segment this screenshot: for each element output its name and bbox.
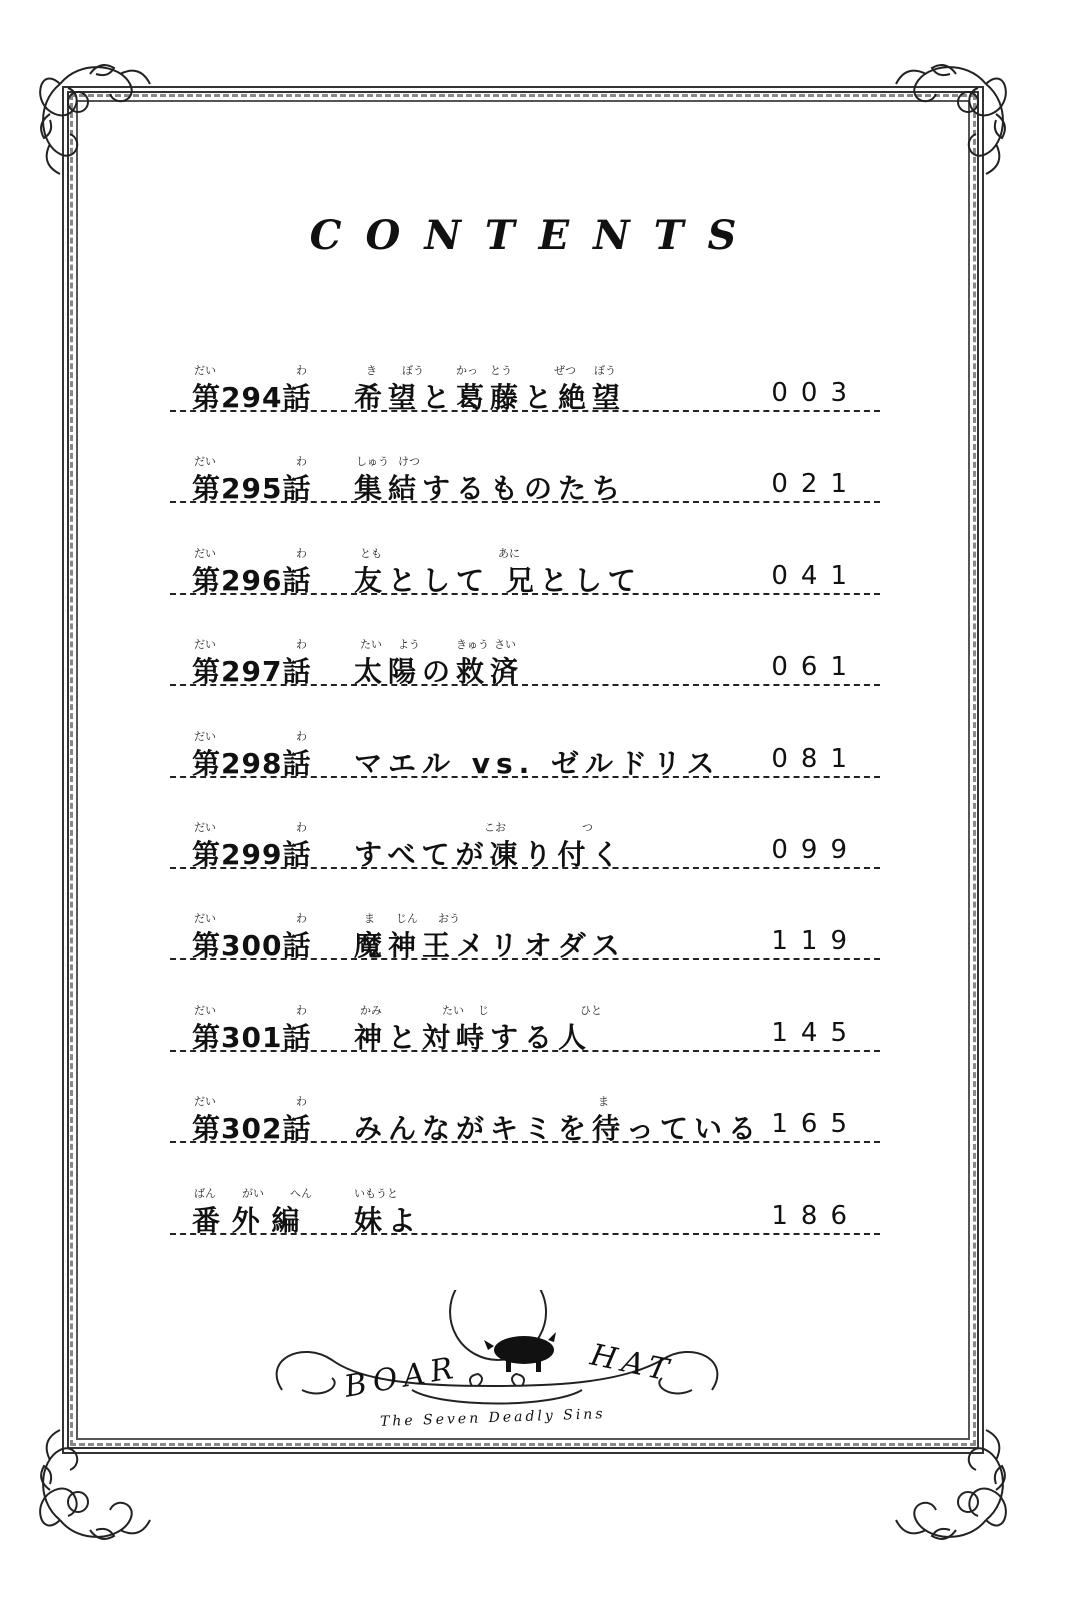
- furigana: ま: [598, 1095, 609, 1109]
- furigana: わ: [296, 638, 307, 652]
- toc-entry[interactable]: [170, 449, 880, 540]
- furigana: ぼう: [402, 364, 424, 377]
- logo-subtitle: The Seven Deadly Sins: [379, 1406, 606, 1430]
- page-number: 099: [771, 834, 860, 865]
- page-number: 186: [771, 1200, 860, 1231]
- chapter-number: 第297話: [192, 655, 312, 689]
- toc-entry[interactable]: [170, 906, 880, 997]
- furigana: つ: [582, 820, 593, 834]
- dashed-leader-line: [170, 1050, 880, 1052]
- chapter-title: すべてが凍り付く: [354, 837, 626, 871]
- furigana: へん: [290, 1186, 312, 1200]
- chapter-title: 集結するものたち: [354, 472, 627, 506]
- chapter-number: 第301話: [192, 1020, 312, 1054]
- furigana: ひと: [580, 1003, 602, 1017]
- corner-ornament-top-right: [876, 44, 1026, 194]
- dashed-leader-line: [170, 684, 880, 686]
- page-number: 145: [771, 1017, 860, 1048]
- toc-entry[interactable]: [170, 541, 880, 632]
- furigana: がい: [242, 1186, 264, 1200]
- dashed-leader-line: [170, 1141, 880, 1143]
- chapter-number: 第300話: [192, 929, 312, 963]
- dashed-leader-line: [170, 867, 880, 869]
- furigana: だい: [194, 729, 216, 743]
- chapter-title: みんながキミを待っている: [354, 1112, 763, 1146]
- furigana: わ: [296, 455, 307, 469]
- boar-icon: [484, 1332, 556, 1372]
- chapter-title: 希望と葛藤と絶望: [354, 381, 627, 414]
- furigana: だい: [194, 1095, 216, 1109]
- dashed-leader-line: [170, 593, 880, 595]
- chapter-title: 太陽の救済: [354, 655, 525, 689]
- chapter-number: 番 外 編: [192, 1203, 301, 1237]
- chapter-title: 友として 兄として: [354, 563, 642, 597]
- dashed-leader-line: [170, 501, 880, 503]
- toc-entry[interactable]: [170, 815, 880, 906]
- furigana: わ: [296, 729, 307, 743]
- furigana: たい: [442, 1003, 464, 1017]
- page-number: 081: [771, 743, 860, 774]
- page-number: 003: [771, 378, 860, 408]
- furigana: わ: [296, 820, 307, 834]
- page-number: 021: [771, 469, 860, 500]
- chapter-number: 第294話: [192, 381, 312, 414]
- toc-list: [170, 358, 880, 1272]
- furigana: さい: [494, 638, 516, 652]
- corner-ornament-bottom-right: [876, 1410, 1026, 1560]
- furigana: とも: [360, 546, 382, 560]
- furigana: かみ: [360, 1003, 382, 1017]
- furigana: けつ: [398, 455, 420, 469]
- furigana: あに: [498, 546, 520, 560]
- toc-entry[interactable]: [170, 358, 880, 449]
- furigana: おう: [438, 912, 460, 926]
- furigana: とう: [490, 364, 512, 377]
- page-number: 061: [771, 652, 860, 683]
- furigana: ばん: [194, 1186, 216, 1200]
- corner-ornament-top-left: [20, 44, 170, 194]
- chapter-title: 妹よ: [354, 1203, 423, 1237]
- logo-word-right: HAT: [587, 1337, 677, 1390]
- dashed-leader-line: [170, 1233, 880, 1235]
- furigana: よう: [398, 638, 420, 652]
- furigana: だい: [194, 546, 216, 560]
- furigana: わ: [296, 364, 307, 377]
- furigana: ぼう: [594, 364, 616, 377]
- toc-entry[interactable]: [170, 1181, 880, 1272]
- dashed-leader-line: [170, 958, 880, 960]
- toc-entry[interactable]: [170, 724, 880, 815]
- furigana: わ: [296, 912, 307, 926]
- furigana: たい: [360, 638, 382, 652]
- furigana: じん: [396, 912, 418, 926]
- chapter-number: 第296話: [192, 563, 312, 597]
- furigana: じ: [478, 1003, 489, 1017]
- toc-entry[interactable]: [170, 998, 880, 1089]
- boar-hat-logo: [262, 1290, 732, 1450]
- page-number: 165: [771, 1109, 860, 1140]
- furigana: わ: [296, 1003, 307, 1017]
- furigana: こお: [484, 820, 506, 834]
- corner-ornament-bottom-left: [20, 1410, 170, 1560]
- furigana: だい: [194, 1003, 216, 1017]
- furigana: だい: [194, 912, 216, 926]
- dashed-leader-line: [170, 410, 880, 412]
- furigana: き: [366, 364, 377, 377]
- contents-heading: CONTENTS: [309, 212, 761, 259]
- page-number: 041: [771, 560, 860, 591]
- chapter-title: 神と対峙する人: [354, 1020, 593, 1054]
- furigana: かっ: [456, 364, 478, 377]
- furigana: だい: [194, 455, 216, 469]
- furigana: だい: [194, 638, 216, 652]
- furigana: わ: [296, 546, 307, 560]
- dashed-leader-line: [170, 776, 880, 778]
- furigana: きゅう: [456, 638, 489, 652]
- furigana: ぜつ: [554, 364, 576, 377]
- chapter-title: 魔神王メリオダス: [354, 929, 626, 963]
- chapter-title: マエル vs. ゼルドリス: [354, 746, 721, 780]
- chapter-number: 第298話: [192, 746, 312, 780]
- furigana: だい: [194, 364, 216, 377]
- chapter-number: 第302話: [192, 1112, 312, 1146]
- toc-entry[interactable]: [170, 632, 880, 723]
- furigana: だい: [194, 820, 216, 834]
- toc-entry[interactable]: [170, 1089, 880, 1180]
- furigana: ま: [364, 912, 375, 926]
- furigana: いもうと: [354, 1186, 398, 1200]
- chapter-number: 第299話: [192, 837, 312, 871]
- logo-word-left: BOAR: [341, 1350, 462, 1405]
- furigana: しゅう: [356, 455, 389, 469]
- furigana: わ: [296, 1095, 307, 1109]
- page-number: 119: [771, 926, 860, 957]
- chapter-number: 第295話: [192, 472, 312, 506]
